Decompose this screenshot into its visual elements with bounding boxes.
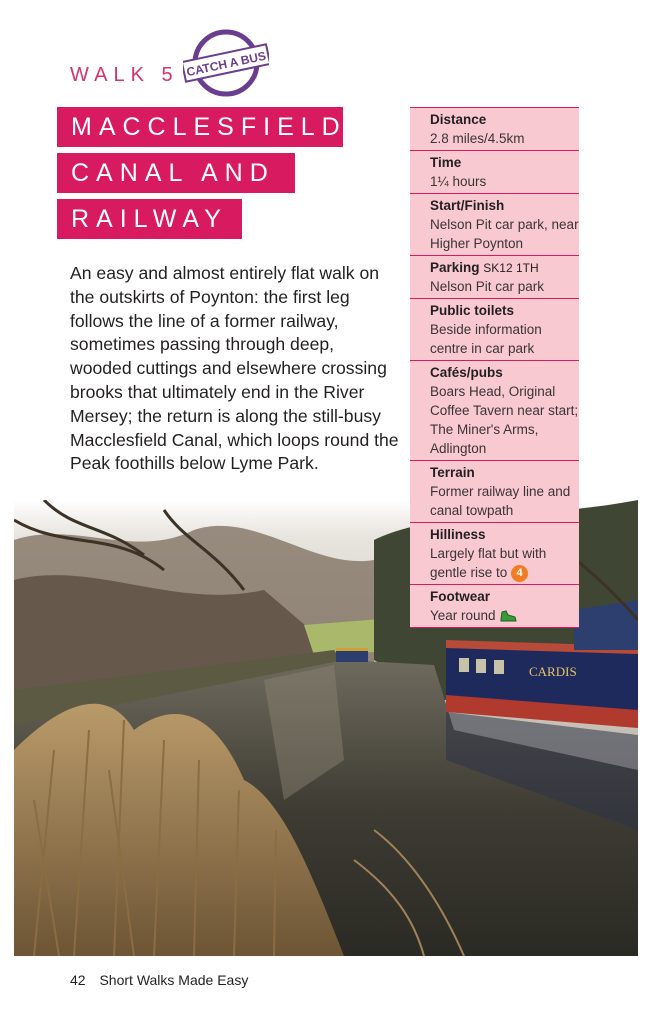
info-hilliness-label: Hilliness [430, 527, 486, 542]
walk-number-label: WALK 5 [70, 64, 179, 86]
info-cafes-value: Boars Head, Original Coffee Tavern near start; The Miner's Arms, Adlington [430, 384, 579, 456]
info-parking-postcode: SK12 1TH [483, 261, 539, 275]
info-cafes [410, 361, 579, 461]
page-number: 42 [70, 972, 86, 988]
info-parking-label: Parking [430, 260, 480, 275]
walk-introduction: An easy and almost entirely flat walk on the outskirts of Poynton: the first leg follows the line of a former railway, sometimes passing through deep, wooded cuttings and elsewhere crossing brooks that ultimately end in the River Mersey; the return is along the still-busy Macclesfield Canal, which loops round the Peak foothills below Lyme Park. [70, 263, 399, 474]
walking-shoe-icon [499, 609, 517, 623]
walk-title-line-3: RAILWAY [57, 199, 242, 239]
info-hilliness [410, 523, 579, 585]
route-point-marker: 4 [511, 565, 528, 582]
info-footwear [410, 585, 579, 627]
info-parking [410, 256, 579, 299]
info-distance [410, 108, 579, 151]
info-start [410, 194, 579, 256]
info-parking-value: Nelson Pit car park [430, 279, 545, 294]
catch-a-bus-logo [183, 28, 269, 98]
walk-info-panel [410, 107, 579, 628]
bus-logo-text: CATCH A BUS [185, 48, 268, 80]
info-cafes-label: Cafés/pubs [430, 365, 503, 380]
info-time-value: 1¼ hours [430, 174, 487, 189]
info-start-label: Start/Finish [430, 198, 505, 213]
info-terrain-label: Terrain [430, 465, 475, 480]
info-toilets [410, 299, 579, 361]
info-hilliness-value: Largely flat but with gentle rise to [430, 546, 547, 580]
info-terrain [410, 461, 579, 523]
page-footer [70, 972, 248, 988]
info-distance-label: Distance [430, 112, 487, 127]
info-time-label: Time [430, 155, 462, 170]
info-toilets-label: Public toilets [430, 303, 515, 318]
info-footwear-label: Footwear [430, 589, 491, 604]
book-title: Short Walks Made Easy [99, 972, 249, 988]
info-time [410, 151, 579, 194]
boat-name: CARDIS [529, 664, 577, 679]
info-footwear-value: Year round [430, 608, 496, 623]
info-toilets-value: Beside information centre in car park [430, 322, 542, 356]
info-start-value: Nelson Pit car park, near Higher Poynton [430, 217, 579, 251]
info-distance-value: 2.8 miles/4.5km [430, 131, 525, 146]
walk-title-line-2: CANAL AND [57, 153, 295, 193]
walk-title-line-1: MACCLESFIELD [57, 107, 343, 147]
info-terrain-value: Former railway line and canal towpath [430, 484, 571, 518]
